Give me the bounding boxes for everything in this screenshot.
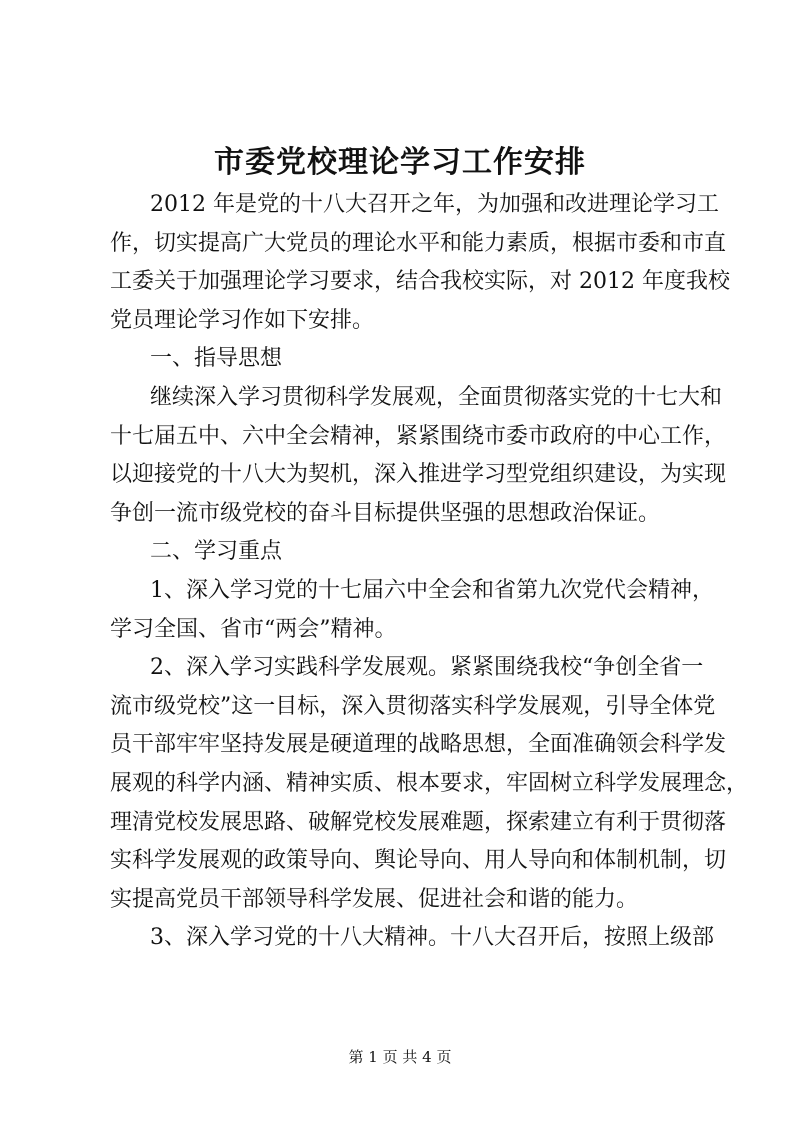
text-line: 理清党校发展思路、破解党校发展难题，探索建立有利于贯彻落: [110, 809, 727, 835]
text-line: 二、学习重点: [150, 539, 283, 565]
text-line: 一、指导思想: [150, 346, 283, 372]
text-line: 继续深入学习贯彻科学发展观，全面贯彻落实党的十七大和: [150, 384, 723, 410]
document-body: [110, 186, 749, 958]
text-line: 作，切实提高广大党员的理论水平和能力素质，根据市委和市直: [110, 230, 727, 256]
text-line: 展观的科学内涵、精神实质、根本要求，牢固树立科学发展理念，: [110, 770, 749, 796]
document-title: 市委党校理论学习工作安排: [214, 145, 586, 180]
text-line: 以迎接党的十八大为契机，深入推进学习型党组织建设，为实现: [110, 462, 727, 488]
text-line: 学习全国、省市“两会”精神。: [110, 616, 397, 642]
text-line: 十七届五中、六中全会精神，紧紧围绕市委市政府的中心工作，: [110, 423, 727, 449]
text-line: 实提高党员干部领导科学发展、促进社会和谐的能力。: [110, 886, 639, 912]
text-line: 工委关于加强理论学习要求，结合我校实际，对 2012 年度我校: [110, 269, 730, 295]
text-line: 3、深入学习党的十八大精神。十八大召开后，按照上级部: [150, 925, 714, 951]
text-line: 2、深入学习实践科学发展观。紧紧围绕我校“争创全省一: [150, 655, 704, 681]
text-line: 实科学发展观的政策导向、舆论导向、用人导向和体制机制，切: [110, 848, 727, 874]
text-line: 流市级党校”这一目标，深入贯彻落实科学发展观，引导全体党: [110, 693, 716, 719]
text-line: 党员理论学习作如下安排。: [110, 307, 375, 333]
page-footer: 第 1 页 共 4 页: [348, 1048, 452, 1066]
text-line: 争创一流市级党校的奋斗目标提供坚强的思想政治保证。: [110, 500, 661, 526]
text-line: 2012 年是党的十八大召开之年，为加强和改进理论学习工: [150, 192, 719, 217]
text-line: 员干部牢牢坚持发展是硬道理的战略思想，全面准确领会科学发: [110, 732, 727, 758]
text-line: 1、深入学习党的十七届六中全会和省第九次党代会精神，: [150, 577, 714, 603]
